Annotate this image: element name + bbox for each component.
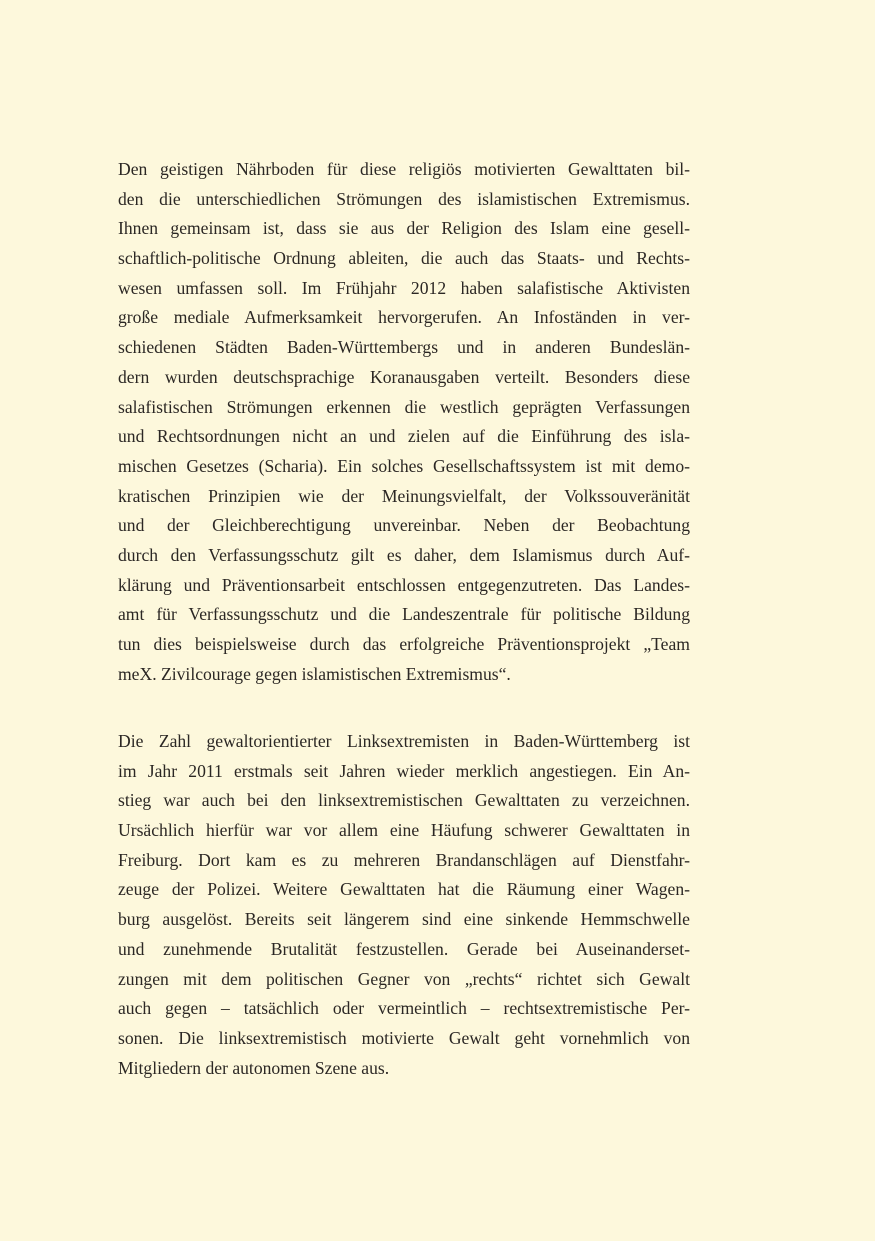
text-line: klärung und Präventionsarbeit entschlossen entgegenzutreten. Das Landes-	[118, 574, 690, 595]
text-line: den die unterschiedlichen Strömungen des islamistischen Extremismus.	[118, 188, 690, 209]
text-line: amt für Verfassungsschutz und die Landeszentrale für politische Bildung	[118, 604, 690, 625]
paragraph-islamism	[118, 155, 690, 689]
text-line: zeuge der Polizei. Weitere Gewalttaten hat die Räumung einer Wagen-	[118, 879, 690, 900]
text-line: schaftlich-politische Ordnung ableiten, die auch das Staats- und Rechts-	[118, 248, 690, 269]
text-line: und der Gleichberechtigung unvereinbar. Neben der Beobachtung	[118, 515, 690, 536]
text-line: Die Zahl gewaltorientierter Linksextremisten in Baden-Württemberg ist	[118, 731, 690, 751]
text-line: wesen umfassen soll. Im Frühjahr 2012 haben salafistische Aktivisten	[118, 277, 690, 298]
text-line: mischen Gesetzes (Scharia). Ein solches Gesellschaftssystem ist mit demo-	[118, 455, 690, 476]
text-line: durch den Verfassungsschutz gilt es daher, dem Islamismus durch Auf-	[118, 544, 690, 565]
text-line: burg ausgelöst. Bereits seit längerem sind eine sinkende Hemmschwelle	[118, 909, 690, 930]
text-line: tun dies beispielsweise durch das erfolgreiche Präventionsprojekt „Team	[118, 634, 690, 654]
text-line: sonen. Die linksextremistisch motivierte Gewalt geht vornehmlich von	[118, 1027, 690, 1048]
text-line: und zunehmende Brutalität festzustellen. Gerade bei Auseinanderset-	[118, 938, 690, 959]
text-line: Mitgliedern der autonomen Szene aus.	[118, 1057, 390, 1078]
text-line: auch gegen – tatsächlich oder vermeintlich – rechtsextremistische Per-	[118, 998, 690, 1019]
text-line: kratischen Prinzipien wie der Meinungsvielfalt, der Volkssouveränität	[118, 485, 690, 506]
text-line: schiedenen Städten Baden-Württembergs und in anderen Bundeslän-	[118, 337, 690, 358]
text-line: Ihnen gemeinsam ist, dass sie aus der Religion des Islam eine gesell-	[118, 218, 690, 239]
text-line: dern wurden deutschsprachige Koranausgaben verteilt. Besonders diese	[118, 366, 690, 387]
text-line: salafistischen Strömungen erkennen die westlich geprägten Verfassungen	[118, 396, 690, 417]
text-line: Den geistigen Nährboden für diese religiös motivierten Gewalttaten bil-	[118, 159, 690, 179]
text-line: im Jahr 2011 erstmals seit Jahren wieder merklich angestiegen. Ein An-	[118, 760, 690, 781]
text-line: zungen mit dem politischen Gegner von „rechts“ richtet sich Gewalt	[118, 968, 690, 989]
paragraph-left-extremism	[118, 727, 690, 1083]
text-line: meX. Zivilcourage gegen islamistischen Extremismus“.	[118, 663, 511, 684]
text-line: stieg war auch bei den linksextremistischen Gewalttaten zu verzeichnen.	[118, 790, 690, 811]
text-line: Ursächlich hierfür war vor allem eine Häufung schwerer Gewalttaten in	[118, 820, 690, 841]
text-line: Freiburg. Dort kam es zu mehreren Brandanschlägen auf Dienstfahr-	[118, 849, 690, 870]
text-line: und Rechtsordnungen nicht an und zielen auf die Einführung des isla-	[118, 426, 690, 447]
text-line: große mediale Aufmerksamkeit hervorgerufen. An Infoständen in ver-	[118, 307, 690, 328]
